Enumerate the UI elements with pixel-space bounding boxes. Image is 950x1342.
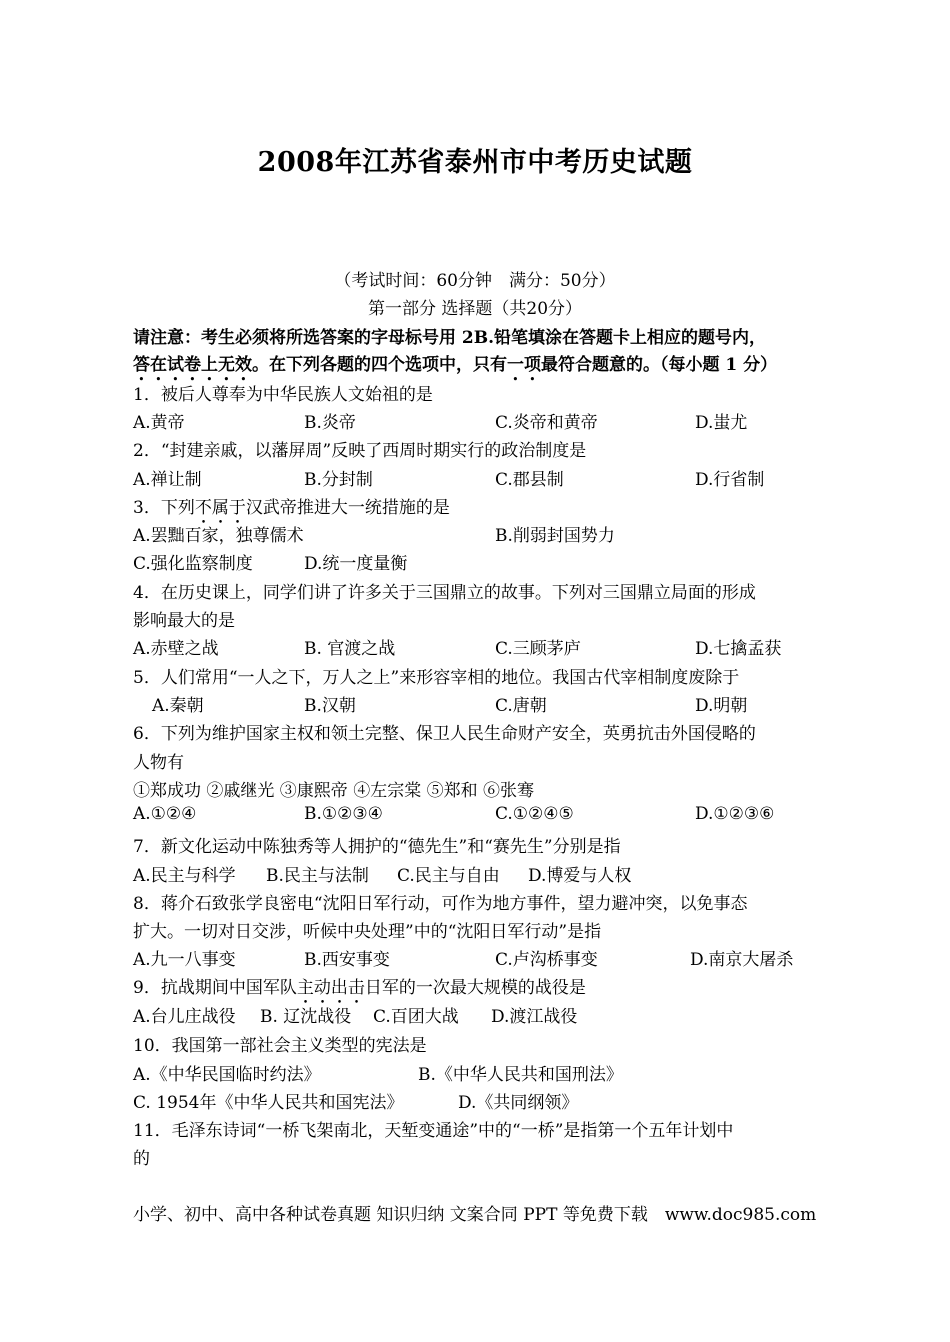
question-1-stem: 1．被后人尊奉为中华民族人文始祖的是 — [133, 385, 433, 405]
question-7-option-d: D.博爱与人权 — [528, 866, 632, 886]
notice-emphasis-1: 答在试卷上无效 — [133, 355, 252, 375]
question-4-stem-line-1: 4．在历史课上，同学们讲了许多关于三国鼎立的故事。下列对三国鼎立局面的形成 — [133, 583, 756, 603]
question-1-option-a: A.黄帝 — [133, 413, 185, 433]
question-5-option-d: D.明朝 — [695, 696, 748, 716]
question-9-stem-a: 9．抗战期间中国军队 — [133, 978, 297, 998]
question-9-emphasis: 主动出击 — [296, 978, 365, 998]
question-8-option-b: B.西安事变 — [304, 950, 390, 970]
question-11-stem-line-2: 的 — [133, 1149, 150, 1169]
page-title: 2008年江苏省泰州市中考历史试题 — [257, 147, 693, 178]
question-2-option-c: C.郡县制 — [495, 470, 564, 490]
question-6-stem-line-2: 人物有 — [133, 753, 184, 773]
question-11-stem-line-1: 11．毛泽东诗词“一桥飞架南北，天堑变通途”中的“一桥”是指第一个五年计划中 — [133, 1121, 734, 1141]
question-2-option-d: D.行省制 — [695, 470, 765, 490]
question-6-option-a: A.①②④ — [133, 804, 197, 824]
question-9-option-d: D.渡江战役 — [491, 1007, 578, 1027]
page-footer: 小学、初中、高中各种试卷真题 知识归纳 文案合同 PPT 等免费下载 www.doc985.com — [133, 1205, 817, 1225]
question-5-stem: 5．人们常用“一人之下，万人之上”来形容宰相的地位。我国古代宰相制度废除于 — [133, 668, 740, 688]
question-2-stem: 2．“封建亲戚，以藩屏周”反映了西周时期实行的政治制度是 — [133, 441, 587, 461]
question-10-option-b: B.《中华人民共和国刑法》 — [418, 1065, 623, 1085]
question-9-option-c: C.百团大战 — [373, 1007, 459, 1027]
section-title: 第一部分 选择题（共20分） — [367, 299, 583, 319]
question-8-stem-line-2: 扩大。一切对日交涉，听候中央处理”中的“沈阳日军行动”是指 — [133, 922, 602, 942]
question-4-option-a: A.赤壁之战 — [133, 639, 219, 659]
question-6-option-d: D.①②③⑥ — [695, 804, 775, 824]
question-3-option-c: C.强化监察制度 — [133, 554, 253, 574]
question-4-option-b: B. 官渡之战 — [304, 639, 396, 659]
question-5-option-b: B.汉朝 — [304, 696, 356, 716]
question-3-emphasis: 不属于 — [194, 498, 246, 518]
question-9-option-b: B. 辽沈战役 — [260, 1007, 352, 1027]
question-2-option-a: A.禅让制 — [133, 470, 202, 490]
question-9-stem-c: 日军的一次最大规模的战役是 — [364, 978, 586, 998]
question-4-option-d: D.七擒孟获 — [695, 639, 782, 659]
question-6-option-b: B.①②③④ — [304, 804, 383, 824]
notice-text-3: 最符合题意的。（每小题 1 分） — [541, 355, 778, 375]
question-8-option-c: C.卢沟桥事变 — [495, 950, 598, 970]
question-5-option-c: C.唐朝 — [495, 696, 547, 716]
question-7-option-b: B.民主与法制 — [266, 866, 369, 886]
question-8-option-d: D.南京大屠杀 — [690, 950, 794, 970]
question-3-stem-a: 3．下列 — [133, 498, 195, 518]
question-1-option-b: B.炎帝 — [304, 413, 356, 433]
question-7-option-a: A.民主与科学 — [133, 866, 236, 886]
question-3-option-b: B.削弱封国势力 — [495, 526, 615, 546]
question-3-option-a: A.罢黜百家，独尊儒术 — [133, 526, 304, 546]
notice-text-2: 。在下列各题的四个选项中，只有 — [252, 355, 507, 375]
question-2-option-b: B.分封制 — [304, 470, 373, 490]
question-3-stem-c: 汉武帝推进大一统措施的是 — [245, 498, 450, 518]
question-3-option-d: D.统一度量衡 — [304, 554, 408, 574]
notice-emphasis-2: 一项 — [507, 355, 541, 375]
question-6-option-c: C.①②④⑤ — [495, 804, 574, 824]
question-10-option-a: A.《中华民国临时约法》 — [133, 1065, 321, 1085]
question-8-stem-line-1: 8．蒋介石致张学良密电“沈阳日军行动，可作为地方事件，望力避冲突，以免事态 — [133, 894, 748, 914]
question-10-option-d: D.《共同纲领》 — [458, 1093, 579, 1113]
question-7-stem: 7．新文化运动中陈独秀等人拥护的“德先生”和“赛先生”分别是指 — [133, 837, 621, 857]
question-1-option-c: C.炎帝和黄帝 — [495, 413, 598, 433]
question-6-items: ①郑成功 ②戚继光 ③康熙帝 ④左宗棠 ⑤郑和 ⑥张骞 — [133, 781, 535, 801]
question-5-option-a: A.秦朝 — [152, 696, 204, 716]
question-6-stem-line-1: 6．下列为维护国家主权和领土完整、保卫人民生命财产安全，英勇抗击外国侵略的 — [133, 724, 756, 744]
question-8-option-a: A.九一八事变 — [133, 950, 236, 970]
question-1-option-d: D.蚩尤 — [695, 413, 748, 433]
question-10-option-c: C. 1954年《中华人民共和国宪法》 — [133, 1093, 404, 1113]
question-4-option-c: C.三顾茅庐 — [495, 639, 581, 659]
exam-info: （考试时间：60分钟 满分：50分） — [334, 271, 616, 291]
notice-line-1: 请注意：考生必须将所选答案的字母标号用 2B.铅笔填涂在答题卡上相应的题号内， — [133, 328, 767, 348]
question-4-stem-line-2: 影响最大的是 — [133, 611, 235, 631]
question-9-option-a: A.台儿庄战役 — [133, 1007, 236, 1027]
question-7-option-c: C.民主与自由 — [397, 866, 500, 886]
question-10-stem: 10．我国第一部社会主义类型的宪法是 — [133, 1036, 427, 1056]
